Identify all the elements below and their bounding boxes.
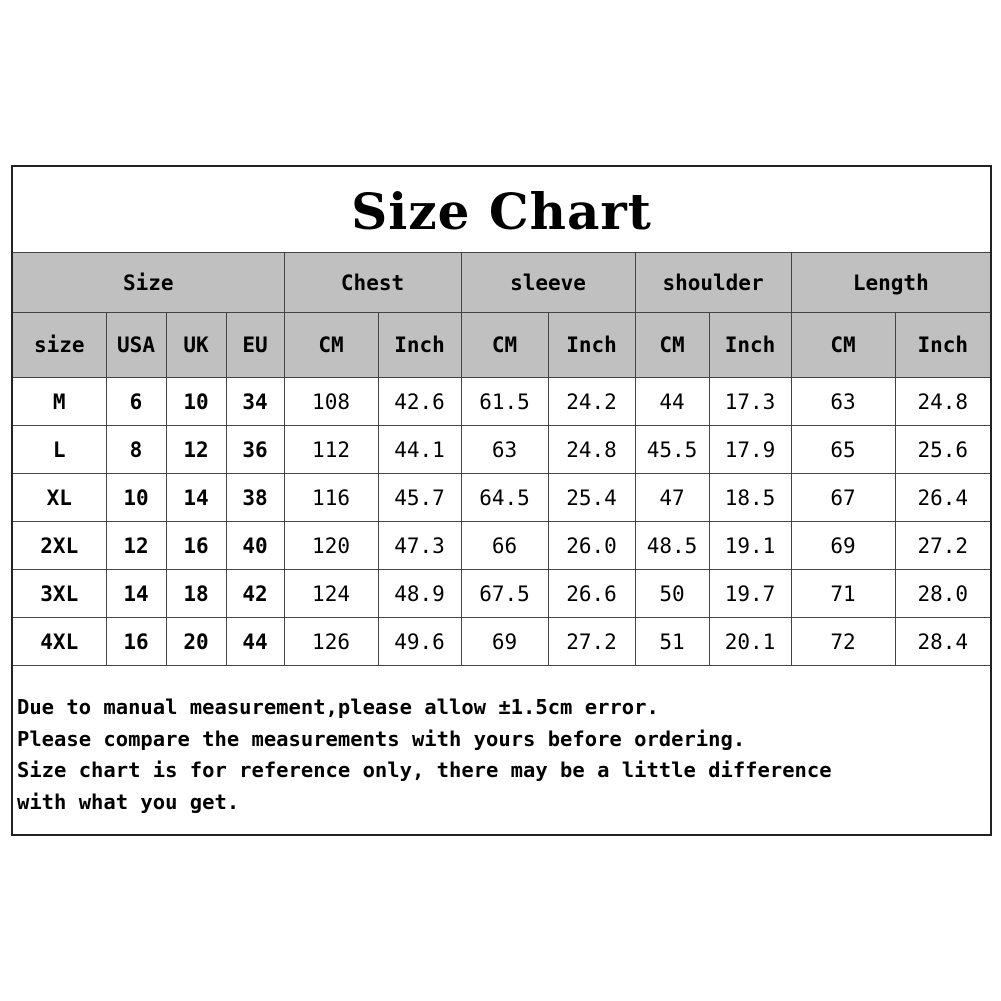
cell-shoulder-cm: 44 bbox=[635, 378, 709, 426]
unit-header-length-cm: CM bbox=[791, 313, 895, 378]
size-table bbox=[13, 253, 990, 666]
table-row bbox=[13, 474, 990, 522]
cell-usa: 16 bbox=[106, 618, 166, 666]
cell-size: 3XL bbox=[13, 570, 106, 618]
cell-sleeve-cm: 69 bbox=[461, 618, 548, 666]
cell-size: 4XL bbox=[13, 618, 106, 666]
cell-sleeve-inch: 26.0 bbox=[548, 522, 635, 570]
group-header-shoulder: shoulder bbox=[635, 253, 791, 313]
cell-uk: 12 bbox=[166, 426, 226, 474]
unit-header-size: size bbox=[13, 313, 106, 378]
cell-size: M bbox=[13, 378, 106, 426]
cell-usa: 8 bbox=[106, 426, 166, 474]
cell-shoulder-inch: 18.5 bbox=[709, 474, 791, 522]
table-row bbox=[13, 426, 990, 474]
cell-length-cm: 69 bbox=[791, 522, 895, 570]
note-line: Due to manual measurement,please allow ±1.5cm error. bbox=[17, 695, 659, 719]
cell-size: L bbox=[13, 426, 106, 474]
cell-length-inch: 25.6 bbox=[895, 426, 990, 474]
cell-chest-inch: 44.1 bbox=[378, 426, 461, 474]
cell-sleeve-inch: 24.2 bbox=[548, 378, 635, 426]
cell-length-inch: 28.4 bbox=[895, 618, 990, 666]
unit-header-sleeve-cm: CM bbox=[461, 313, 548, 378]
note-line: Size chart is for reference only, there may be a little difference bbox=[17, 758, 832, 782]
cell-length-cm: 65 bbox=[791, 426, 895, 474]
cell-sleeve-cm: 66 bbox=[461, 522, 548, 570]
size-chart bbox=[11, 165, 992, 836]
cell-length-inch: 28.0 bbox=[895, 570, 990, 618]
cell-shoulder-inch: 20.1 bbox=[709, 618, 791, 666]
cell-shoulder-inch: 19.1 bbox=[709, 522, 791, 570]
cell-chest-cm: 112 bbox=[284, 426, 378, 474]
cell-length-inch: 27.2 bbox=[895, 522, 990, 570]
cell-sleeve-cm: 67.5 bbox=[461, 570, 548, 618]
group-header-chest: Chest bbox=[284, 253, 461, 313]
cell-size: 2XL bbox=[13, 522, 106, 570]
unit-header-uk: UK bbox=[166, 313, 226, 378]
unit-header-chest-inch: Inch bbox=[378, 313, 461, 378]
cell-uk: 14 bbox=[166, 474, 226, 522]
cell-shoulder-cm: 50 bbox=[635, 570, 709, 618]
note-line: with what you get. bbox=[17, 789, 240, 814]
cell-shoulder-cm: 45.5 bbox=[635, 426, 709, 474]
cell-length-inch: 26.4 bbox=[895, 474, 990, 522]
cell-length-cm: 63 bbox=[791, 378, 895, 426]
cell-chest-inch: 47.3 bbox=[378, 522, 461, 570]
cell-eu: 44 bbox=[226, 618, 284, 666]
chart-title: Size Chart bbox=[13, 167, 990, 253]
cell-sleeve-inch: 24.8 bbox=[548, 426, 635, 474]
cell-sleeve-cm: 63 bbox=[461, 426, 548, 474]
unit-header-sleeve-inch: Inch bbox=[548, 313, 635, 378]
group-header-size: Size bbox=[13, 253, 284, 313]
cell-uk: 16 bbox=[166, 522, 226, 570]
group-header-row bbox=[13, 253, 990, 313]
cell-chest-inch: 49.6 bbox=[378, 618, 461, 666]
cell-eu: 42 bbox=[226, 570, 284, 618]
cell-sleeve-cm: 61.5 bbox=[461, 378, 548, 426]
cell-sleeve-inch: 25.4 bbox=[548, 474, 635, 522]
cell-sleeve-inch: 27.2 bbox=[548, 618, 635, 666]
cell-shoulder-cm: 47 bbox=[635, 474, 709, 522]
cell-chest-cm: 116 bbox=[284, 474, 378, 522]
cell-length-inch: 24.8 bbox=[895, 378, 990, 426]
cell-chest-inch: 42.6 bbox=[378, 378, 461, 426]
table-row bbox=[13, 378, 990, 426]
table-row bbox=[13, 522, 990, 570]
cell-eu: 40 bbox=[226, 522, 284, 570]
cell-shoulder-inch: 17.3 bbox=[709, 378, 791, 426]
cell-usa: 6 bbox=[106, 378, 166, 426]
cell-length-cm: 72 bbox=[791, 618, 895, 666]
cell-length-cm: 71 bbox=[791, 570, 895, 618]
cell-uk: 20 bbox=[166, 618, 226, 666]
table-row bbox=[13, 618, 990, 666]
group-header-length: Length bbox=[791, 253, 990, 313]
cell-shoulder-cm: 48.5 bbox=[635, 522, 709, 570]
cell-uk: 10 bbox=[166, 378, 226, 426]
cell-usa: 10 bbox=[106, 474, 166, 522]
cell-sleeve-inch: 26.6 bbox=[548, 570, 635, 618]
unit-header-row bbox=[13, 313, 990, 378]
cell-chest-cm: 126 bbox=[284, 618, 378, 666]
note-line: Please compare the measurements with yours before ordering. bbox=[17, 726, 746, 751]
cell-chest-cm: 124 bbox=[284, 570, 378, 618]
unit-header-chest-cm: CM bbox=[284, 313, 378, 378]
cell-chest-inch: 48.9 bbox=[378, 570, 461, 618]
table-row bbox=[13, 570, 990, 618]
cell-shoulder-cm: 51 bbox=[635, 618, 709, 666]
cell-chest-inch: 45.7 bbox=[378, 474, 461, 522]
unit-header-length-inch: Inch bbox=[895, 313, 990, 378]
unit-header-eu: EU bbox=[226, 313, 284, 378]
cell-eu: 36 bbox=[226, 426, 284, 474]
cell-usa: 12 bbox=[106, 522, 166, 570]
group-header-sleeve: sleeve bbox=[461, 253, 635, 313]
cell-length-cm: 67 bbox=[791, 474, 895, 522]
cell-chest-cm: 108 bbox=[284, 378, 378, 426]
unit-header-shoulder-inch: Inch bbox=[709, 313, 791, 378]
cell-sleeve-cm: 64.5 bbox=[461, 474, 548, 522]
cell-size: XL bbox=[13, 474, 106, 522]
cell-shoulder-inch: 17.9 bbox=[709, 426, 791, 474]
cell-eu: 38 bbox=[226, 474, 284, 522]
unit-header-shoulder-cm: CM bbox=[635, 313, 709, 378]
cell-usa: 14 bbox=[106, 570, 166, 618]
cell-shoulder-inch: 19.7 bbox=[709, 570, 791, 618]
cell-chest-cm: 120 bbox=[284, 522, 378, 570]
cell-eu: 34 bbox=[226, 378, 284, 426]
cell-uk: 18 bbox=[166, 570, 226, 618]
notes bbox=[13, 666, 990, 818]
unit-header-usa: USA bbox=[106, 313, 166, 378]
